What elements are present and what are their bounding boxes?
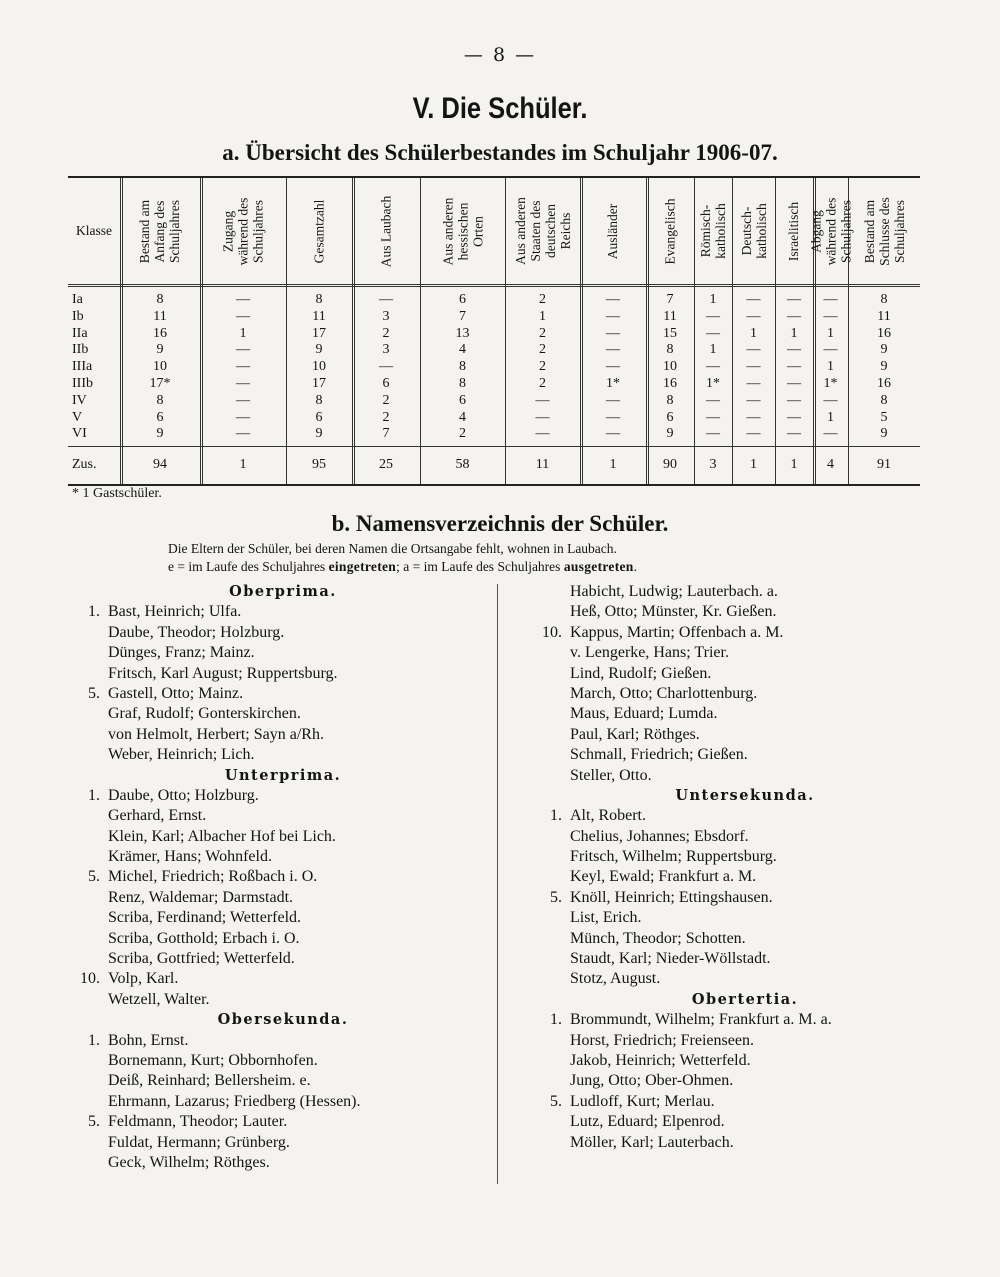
table-row-cell: 13 <box>455 325 470 341</box>
table-row-cell: 2 <box>382 409 390 425</box>
table-row-cell: — <box>823 426 838 442</box>
student-entry <box>88 1112 488 1132</box>
student-name: Chelius, Johannes; Ebsdorf. <box>570 827 749 845</box>
table-row-cell: 7 <box>459 308 466 324</box>
student-name: Weber, Heinrich; Lich. <box>108 746 255 764</box>
student-name: Heß, Otto; Münster, Kr. Gießen. <box>570 603 777 621</box>
table-row-cell: 6 <box>459 292 466 307</box>
student-entry <box>570 1112 950 1132</box>
intro-line-2 <box>168 559 637 575</box>
table-row-cell: 16 <box>877 325 891 341</box>
class-heading-text: Oberprima. <box>229 583 337 600</box>
table-row-cell: — <box>746 342 761 358</box>
table-row-cell: — <box>787 342 801 358</box>
table-row-cell: 16 <box>153 325 167 341</box>
table-row-cell: 7 <box>666 292 674 307</box>
table-row-cell: 3 <box>382 308 390 324</box>
intro-line-1: Die Eltern der Schüler, bei deren Namen die Ortsangabe fehlt, wohnen in Laubach. <box>168 541 617 556</box>
table-row-cell: — <box>236 409 250 425</box>
student-entry <box>570 643 950 663</box>
table-total-row-label: Zus. <box>72 457 97 472</box>
student-entry <box>108 1153 488 1173</box>
student-name: Michel, Friedrich; Roßbach i. O. <box>108 868 318 886</box>
student-name: List, Erich. <box>570 909 642 927</box>
header-roemisch: Römisch- katholisch <box>698 203 728 259</box>
left-name-column <box>80 582 488 1173</box>
table-row-cell: 8 <box>156 392 164 408</box>
student-name: Dünges, Franz; Mainz. <box>108 644 255 662</box>
table-row-cell: 1 <box>827 325 834 341</box>
table-row-cell: 11 <box>153 308 167 324</box>
student-entry <box>570 827 950 847</box>
table-row-cell: 9 <box>880 342 888 358</box>
student-entry <box>550 1010 950 1030</box>
student-name: Feldmann, Theodor; Lauter. <box>108 1113 288 1131</box>
student-name: Daube, Theodor; Holzburg. <box>108 623 285 641</box>
table-total-row-cell: 1 <box>790 457 798 472</box>
header-zugang: Zugang während des Schuljahres <box>220 197 266 265</box>
table-total-row-cell: 1 <box>239 457 247 472</box>
table-row-cell: 1 <box>239 325 247 341</box>
student-entry <box>570 969 950 989</box>
table-row-cell: — <box>236 376 250 391</box>
table-row-cell: — <box>706 426 720 442</box>
table-row-cell: 1 <box>709 342 717 358</box>
entry-number: 5. <box>88 868 100 886</box>
table-row-cell: — <box>236 392 250 408</box>
table-row-cell: — <box>236 342 250 358</box>
table-row-cell: — <box>787 359 801 375</box>
header-abgang: Abgang während des Schuljahres <box>808 197 854 265</box>
table-row-cell: — <box>236 292 250 307</box>
table-row-cell: 17 <box>312 325 326 341</box>
table-row-cell: 6 <box>156 409 164 425</box>
header-aus-laubach: Aus Laubach <box>378 195 394 267</box>
class-heading <box>78 1010 488 1030</box>
table-row-cell: 9 <box>156 342 164 358</box>
class-heading <box>540 990 950 1010</box>
table-row-cell: 6 <box>315 409 323 425</box>
table-row-label: IIIb <box>72 376 93 391</box>
table-row-cell: 9 <box>880 426 888 442</box>
class-heading <box>540 786 950 806</box>
student-name: Graf, Rudolf; Gonterskirchen. <box>108 705 301 723</box>
intro-ausgetreten: ausgetreten <box>563 559 634 574</box>
student-name: v. Lengerke, Hans; Trier. <box>570 644 729 662</box>
student-entry <box>88 1031 488 1051</box>
table-row-cell: 2 <box>382 392 390 408</box>
table-row-cell: 9 <box>315 426 323 442</box>
footnote: * 1 Gastschüler. <box>72 486 162 501</box>
student-entry <box>108 847 488 867</box>
table-row-label: Ib <box>72 308 84 324</box>
student-entry <box>108 949 488 969</box>
student-entry <box>88 867 488 887</box>
student-entry <box>108 827 488 847</box>
student-entry <box>108 664 488 684</box>
student-name: Schmall, Friedrich; Gießen. <box>570 746 748 764</box>
table-row-cell: — <box>823 392 838 408</box>
table-row-cell: 10 <box>312 359 326 375</box>
table-row-label: V <box>72 409 83 425</box>
intro-part-e: . <box>633 559 637 574</box>
student-name: Volp, Karl. <box>108 970 179 988</box>
table-row-cell: 6 <box>666 409 674 425</box>
student-name: Knöll, Heinrich; Ettingshausen. <box>570 888 773 906</box>
table-total-row-cell: 25 <box>379 457 393 472</box>
student-entry <box>88 786 488 806</box>
table-row-label: Ia <box>72 292 83 307</box>
table-row-cell: 1 <box>539 308 546 324</box>
entry-number: 1. <box>88 786 100 804</box>
table-row-cell: 10 <box>153 359 167 375</box>
student-entry <box>108 745 488 765</box>
student-name: Jakob, Heinrich; Wetterfeld. <box>570 1051 751 1069</box>
table-row-label: IV <box>72 392 87 408</box>
table-row-cell: 9 <box>666 426 674 442</box>
table-total-row-cell: 1 <box>750 457 757 472</box>
table-row-cell: 4 <box>459 409 466 425</box>
student-entry <box>108 888 488 908</box>
class-heading-text: Obersekunda. <box>217 1011 349 1029</box>
table-row-cell: — <box>236 359 250 375</box>
table-row-cell: 16 <box>877 376 891 391</box>
table-row-cell: 1 <box>750 325 757 341</box>
student-entry <box>108 1092 488 1112</box>
student-entry <box>570 725 950 745</box>
table-row-cell: 2 <box>539 359 546 375</box>
table-row-cell: 8 <box>459 376 466 391</box>
table-row-cell: — <box>787 308 801 324</box>
table-row-cell: 16 <box>663 376 677 391</box>
student-entry <box>570 1071 950 1091</box>
student-name: Maus, Eduard; Lumda. <box>570 705 718 723</box>
student-entry <box>108 1071 488 1091</box>
student-entry <box>108 1133 488 1153</box>
student-entry <box>108 1051 488 1071</box>
table-row-cell: 2 <box>539 325 546 341</box>
table-row-cell: 8 <box>666 392 674 408</box>
student-entry <box>570 1031 950 1051</box>
table-row-cell: 8 <box>880 292 888 307</box>
table-row-cell: — <box>606 426 620 442</box>
student-name: von Helmolt, Herbert; Sayn a/Rh. <box>108 725 324 743</box>
header-aus-staaten: Aus anderen Staaten des deutschen Reichs <box>512 197 573 265</box>
student-name: Stotz, August. <box>570 970 661 988</box>
student-entry <box>570 929 950 949</box>
entry-number: 1. <box>88 1031 100 1049</box>
enrollment-table <box>68 176 920 486</box>
student-name: Kappus, Martin; Offenbach a. M. <box>570 623 784 641</box>
table-row-cell: — <box>787 426 801 442</box>
table-row-cell: 2 <box>382 325 390 341</box>
student-entry <box>570 1133 950 1153</box>
entry-number: 5. <box>88 1113 100 1131</box>
table-row-cell: — <box>746 392 761 408</box>
table-row-cell: — <box>535 426 550 442</box>
table-row-label: VI <box>72 426 87 442</box>
table-row-cell: 6 <box>382 376 390 391</box>
table-row-cell: — <box>535 409 550 425</box>
table-total-row-cell: 95 <box>312 457 326 472</box>
table-total-rule <box>68 446 920 447</box>
table-row-cell: — <box>823 342 838 358</box>
table-row-cell: — <box>787 292 801 307</box>
student-name: Scriba, Ferdinand; Wetterfeld. <box>108 909 302 927</box>
student-entry <box>570 664 950 684</box>
table-total-row-cell: 58 <box>455 457 470 472</box>
table-row-cell: 1 <box>827 359 834 375</box>
student-entry <box>550 806 950 826</box>
table-row-cell: 17* <box>149 376 171 391</box>
student-entry <box>108 806 488 826</box>
table-row-cell: — <box>706 409 720 425</box>
student-name: Wetzell, Walter. <box>108 990 210 1008</box>
student-entry <box>570 867 950 887</box>
table-row-cell: — <box>535 392 550 408</box>
table-row-cell: 1* <box>706 376 720 391</box>
header-evangelisch: Evangelisch <box>662 198 678 264</box>
student-name: Staudt, Karl; Nieder-Wöllstadt. <box>570 950 771 968</box>
table-total-row-cell: 90 <box>663 457 677 472</box>
table-row-cell: 15 <box>663 325 677 341</box>
header-bestand-anfang: Bestand am Anfang des Schuljahres <box>137 199 183 263</box>
page-number: — 8 — <box>463 44 537 66</box>
table-row-cell: 8 <box>315 292 323 307</box>
student-name: Bohn, Ernst. <box>108 1031 189 1049</box>
table-total-row-cell: 91 <box>877 457 891 472</box>
student-entry <box>108 725 488 745</box>
student-name: Fritsch, Wilhelm; Ruppertsburg. <box>570 848 777 866</box>
table-row-cell: — <box>746 426 761 442</box>
header-auslaender: Ausländer <box>605 203 621 259</box>
table-row-cell: 4 <box>459 342 466 358</box>
column-divider <box>497 584 498 1184</box>
student-entry <box>108 908 488 928</box>
table-row-cell: — <box>787 392 801 408</box>
student-entry <box>550 1092 950 1112</box>
student-entry <box>570 847 950 867</box>
student-entry <box>570 602 950 622</box>
table-header-rule <box>68 284 920 287</box>
student-entry <box>108 643 488 663</box>
table-row-label: IIa <box>72 325 88 341</box>
class-heading <box>78 766 488 786</box>
table-row-label: IIb <box>72 342 89 358</box>
student-entry <box>570 684 950 704</box>
class-heading-text: Untersekunda. <box>675 786 815 804</box>
student-name: Bornemann, Kurt; Obbornhofen. <box>108 1051 318 1069</box>
table-row-cell: — <box>746 359 761 375</box>
table-row-cell: 17 <box>312 376 326 391</box>
student-name: Scriba, Gottfried; Wetterfeld. <box>108 950 295 968</box>
table-row-cell: — <box>746 376 761 391</box>
table-row-cell: — <box>706 392 720 408</box>
table-row-cell: 8 <box>666 342 674 358</box>
entry-number: 10. <box>542 623 562 641</box>
intro-part-a: e = im Laufe des Schuljahres <box>168 559 329 574</box>
table-row-cell: — <box>706 359 720 375</box>
student-entry <box>80 969 488 989</box>
entry-number: 10. <box>80 970 100 988</box>
table-row-label: IIIa <box>72 359 93 375</box>
header-aus-hessischen: Aus anderen hessischen Orten <box>439 197 485 265</box>
table-total-row-cell: 11 <box>535 457 550 472</box>
table-row-cell: 9 <box>315 342 323 358</box>
table-row-cell: 11 <box>663 308 677 324</box>
table-row-cell: — <box>606 359 620 375</box>
student-name: Steller, Otto. <box>570 766 652 784</box>
student-entry <box>108 929 488 949</box>
entry-number: 5. <box>550 888 562 906</box>
student-name: Fritsch, Karl August; Ruppertsburg. <box>108 664 338 682</box>
student-name: Gastell, Otto; Mainz. <box>108 684 244 702</box>
student-name: Bast, Heinrich; Ulfa. <box>108 603 242 621</box>
header-deutsch: Deutsch- katholisch <box>738 203 769 259</box>
student-name: Lutz, Eduard; Elpenrod. <box>570 1113 725 1131</box>
table-total-row-cell: 1 <box>609 457 617 472</box>
table-row-cell: — <box>746 308 761 324</box>
header-klasse: Klasse <box>76 223 112 238</box>
student-entry <box>542 623 950 643</box>
table-row-cell: 9 <box>156 426 164 442</box>
student-entry <box>570 908 950 928</box>
student-entry <box>108 704 488 724</box>
table-row-cell: — <box>606 308 620 324</box>
table-row-cell: 2 <box>459 426 466 442</box>
student-name: Geck, Wilhelm; Röthges. <box>108 1153 270 1171</box>
class-heading-text: Obertertia. <box>691 990 799 1008</box>
table-row-cell: — <box>606 409 620 425</box>
student-name: Gerhard, Ernst. <box>108 807 207 825</box>
table-row-cell: — <box>236 426 250 442</box>
entry-number: 1. <box>550 807 562 825</box>
table-row-cell: — <box>706 308 720 324</box>
chapter-title: V. Die Schüler. <box>412 92 588 125</box>
student-entry <box>570 766 950 786</box>
table-row-cell: — <box>606 342 620 358</box>
student-entry <box>88 602 488 622</box>
table-row-cell: — <box>606 292 620 307</box>
right-name-column <box>542 582 950 1153</box>
class-heading <box>78 582 488 602</box>
table-total-row-cell: 3 <box>709 457 717 472</box>
entry-number: 5. <box>550 1092 562 1110</box>
section-a-title: a. Übersicht des Schülerbestandes im Schuljahr 1906-07. <box>222 140 778 165</box>
table-row-cell: 6 <box>459 392 466 408</box>
header-israelitisch: Israelitisch <box>786 201 802 261</box>
table-row-cell: 1 <box>709 292 717 307</box>
table-row-cell: 8 <box>459 359 466 375</box>
student-name: Krämer, Hans; Wohnfeld. <box>108 848 272 866</box>
table-row-cell: 8 <box>880 392 888 408</box>
table-row-cell: — <box>379 359 393 375</box>
student-name: Horst, Friedrich; Freienseen. <box>570 1031 754 1049</box>
student-name: Brommundt, Wilhelm; Frankfurt a. M. a. <box>570 1011 832 1029</box>
student-name: Münch, Theodor; Schotten. <box>570 929 746 947</box>
table-row-cell: — <box>823 292 838 307</box>
student-entry <box>570 745 950 765</box>
student-name: Ehrmann, Lazarus; Friedberg (Hessen). <box>108 1092 361 1110</box>
intro-eingetreten: eingetreten <box>328 559 397 574</box>
intro-part-c: ; a = im Laufe des Schuljahres <box>396 559 564 574</box>
entry-number: 1. <box>550 1011 562 1029</box>
student-name: Fuldat, Hermann; Grünberg. <box>108 1133 290 1151</box>
table-row-cell: — <box>746 292 761 307</box>
student-name: Habicht, Ludwig; Lauterbach. a. <box>570 583 778 600</box>
student-entry <box>570 582 950 602</box>
table-row-cell: 11 <box>877 308 891 324</box>
table-row-cell: 1* <box>823 376 838 391</box>
student-name: Paul, Karl; Röthges. <box>570 725 700 743</box>
student-name: Klein, Karl; Albacher Hof bei Lich. <box>108 827 336 845</box>
student-entry <box>550 888 950 908</box>
student-name: Alt, Robert. <box>570 807 646 825</box>
entry-number: 1. <box>88 603 100 621</box>
table-row-cell: 2 <box>539 376 546 391</box>
table-row-cell: 11 <box>312 308 326 324</box>
table-row-cell: 2 <box>539 342 546 358</box>
student-entry <box>570 949 950 969</box>
table-total-row-cell: 4 <box>827 457 834 472</box>
table-total-row-cell: 94 <box>153 457 167 472</box>
table-row-cell: — <box>823 308 838 324</box>
student-name: Möller, Karl; Lauterbach. <box>570 1133 734 1151</box>
student-name: Scriba, Gotthold; Erbach i. O. <box>108 929 300 947</box>
table-row-cell: — <box>379 292 393 307</box>
table-row-cell: 2 <box>539 292 546 307</box>
header-gesamtzahl: Gesamtzahl <box>311 199 327 263</box>
table-row-cell: 1 <box>827 409 834 425</box>
table-row-cell: — <box>236 308 250 324</box>
student-name: Deiß, Reinhard; Bellersheim. e. <box>108 1072 311 1090</box>
table-row-cell: 1 <box>790 325 798 341</box>
student-name: Keyl, Ewald; Frankfurt a. M. <box>570 868 757 886</box>
student-name: Jung, Otto; Ober-Ohmen. <box>570 1072 734 1090</box>
student-name: Lind, Rudolf; Gießen. <box>570 664 712 682</box>
table-row-cell: — <box>787 376 801 391</box>
entry-number: 5. <box>88 684 100 702</box>
section-b-title: b. Namensverzeichnis der Schüler. <box>331 511 669 536</box>
table-row-cell: — <box>606 325 620 341</box>
student-name: Daube, Otto; Holzburg. <box>108 786 259 804</box>
student-entry <box>108 623 488 643</box>
table-row-cell: 1* <box>606 376 620 391</box>
table-row-cell: 3 <box>382 342 390 358</box>
student-name: Renz, Waldemar; Darmstadt. <box>108 888 294 906</box>
table-row-cell: — <box>606 392 620 408</box>
class-heading-text: Unterprima. <box>224 766 342 784</box>
header-bestand-schluss: Bestand am Schlusse des Schuljahres <box>861 196 907 266</box>
table-row-cell: 5 <box>880 409 888 425</box>
table-row-cell: 7 <box>382 426 390 442</box>
student-entry <box>570 1051 950 1071</box>
table-row-cell: — <box>746 409 761 425</box>
table-row-cell: — <box>787 409 801 425</box>
table-row-cell: — <box>706 325 720 341</box>
student-name: Ludloff, Kurt; Merlau. <box>570 1092 715 1110</box>
table-row-cell: 8 <box>156 292 164 307</box>
student-name: March, Otto; Charlottenburg. <box>570 684 758 702</box>
student-entry <box>570 704 950 724</box>
table-row-cell: 9 <box>880 359 888 375</box>
table-row-cell: 10 <box>663 359 677 375</box>
table-row-cell: 8 <box>315 392 323 408</box>
student-entry <box>88 684 488 704</box>
student-entry <box>108 990 488 1010</box>
